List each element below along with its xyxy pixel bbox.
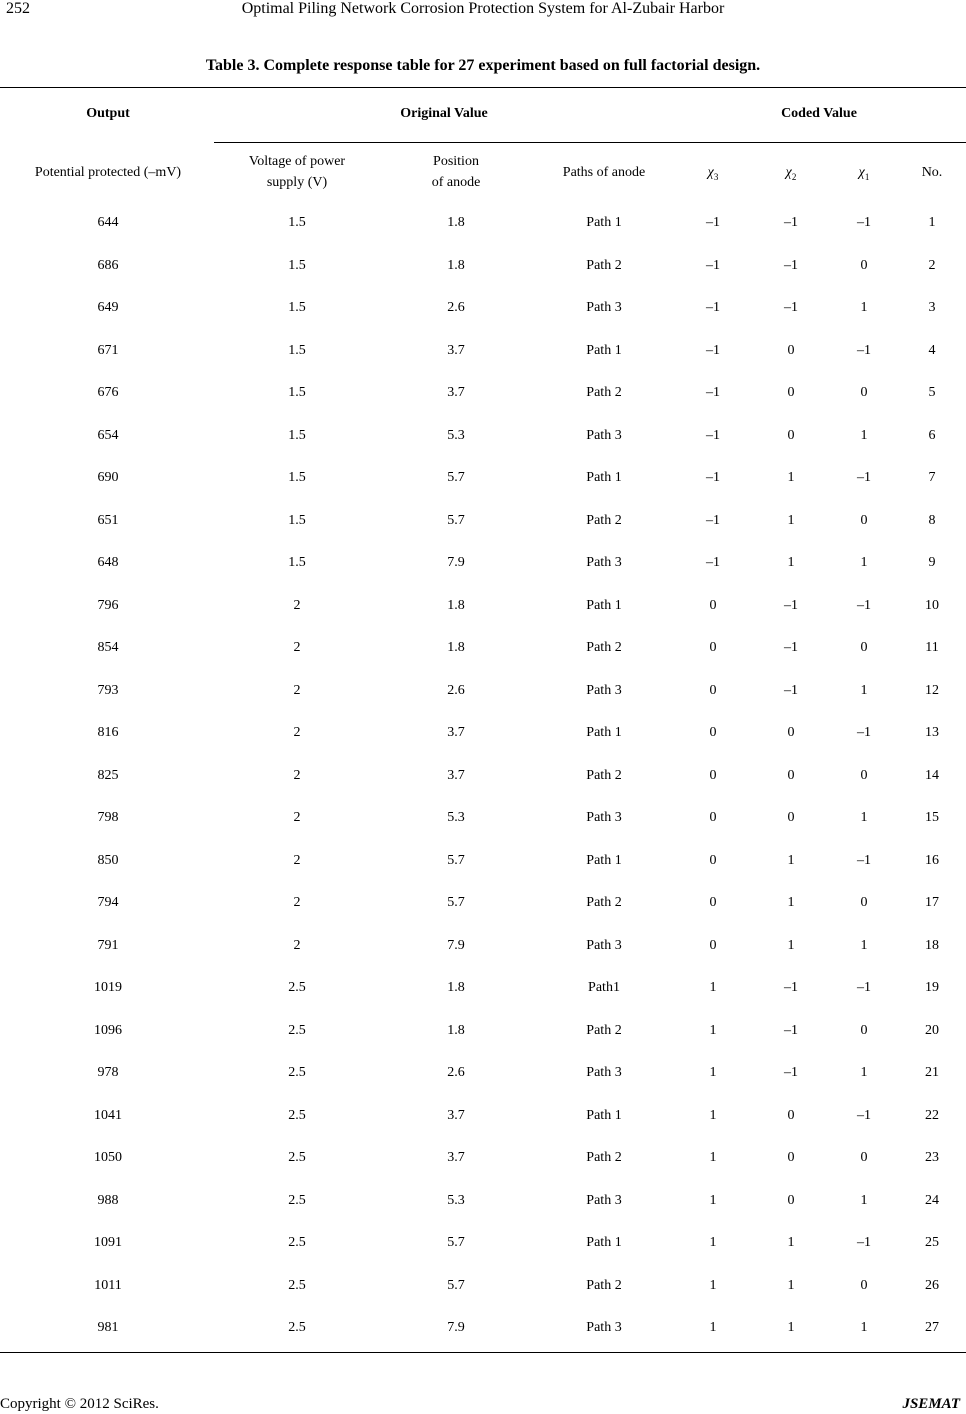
potential-cell: 791 bbox=[97, 937, 119, 953]
x2-cell: –1 bbox=[784, 300, 798, 315]
table-row bbox=[0, 470, 966, 490]
x1-cell: 1 bbox=[860, 300, 868, 315]
x2-cell: –1 bbox=[784, 1022, 798, 1038]
potential-cell: 798 bbox=[97, 810, 119, 825]
x1-cell: 1 bbox=[860, 1192, 868, 1208]
voltage-cell: 1.5 bbox=[288, 385, 306, 400]
x2-cell: 1 bbox=[787, 512, 795, 528]
page-number: 252 bbox=[6, 0, 30, 17]
col-header-x2: $\chi_2$ bbox=[785, 165, 797, 182]
position-cell: 1.8 bbox=[447, 640, 465, 655]
x2-cell: 1 bbox=[787, 852, 795, 868]
header-coded-value: Coded Value bbox=[781, 106, 857, 121]
position-cell: 3.7 bbox=[447, 767, 465, 783]
col-header-position-line2: of anode bbox=[431, 175, 481, 190]
potential-cell: 794 bbox=[97, 895, 119, 910]
voltage-cell: 2 bbox=[293, 682, 301, 698]
x1-cell: 0 bbox=[860, 512, 868, 528]
x1-cell: 0 bbox=[860, 257, 868, 273]
no-cell: 12 bbox=[925, 682, 939, 698]
position-cell: 5.3 bbox=[447, 810, 465, 825]
position-cell: 7.9 bbox=[447, 937, 465, 953]
table-row bbox=[0, 895, 966, 915]
x1-cell: 0 bbox=[860, 767, 868, 783]
path-cell: Path 1 bbox=[586, 215, 622, 230]
table-row bbox=[0, 938, 966, 958]
table-row bbox=[0, 810, 966, 830]
potential-cell: 1091 bbox=[94, 1235, 122, 1250]
table-bottom-rule bbox=[0, 1352, 966, 1353]
voltage-cell: 2.5 bbox=[288, 1107, 306, 1123]
x1-cell: 0 bbox=[860, 1022, 868, 1038]
x2-cell: –1 bbox=[784, 682, 798, 698]
col-header-voltage-line2: supply (V) bbox=[266, 175, 328, 190]
x3-cell: 1 bbox=[709, 1065, 717, 1080]
position-cell: 1.8 bbox=[447, 257, 465, 273]
position-cell: 5.7 bbox=[447, 470, 465, 485]
voltage-cell: 2.5 bbox=[288, 1277, 306, 1293]
no-cell: 3 bbox=[928, 300, 936, 315]
x1-cell: 1 bbox=[860, 427, 868, 443]
voltage-cell: 1.5 bbox=[288, 215, 306, 230]
path-cell: Path 3 bbox=[586, 300, 622, 315]
table-row bbox=[0, 513, 966, 533]
x2-cell: 1 bbox=[787, 937, 795, 953]
potential-cell: 1041 bbox=[94, 1107, 122, 1123]
x3-cell: –1 bbox=[706, 555, 720, 570]
potential-cell: 793 bbox=[97, 682, 119, 698]
no-cell: 8 bbox=[928, 512, 936, 528]
path-cell: Path 1 bbox=[586, 342, 622, 358]
table-row bbox=[0, 428, 966, 448]
position-cell: 3.7 bbox=[447, 1107, 465, 1123]
path-cell: Path 1 bbox=[586, 852, 622, 868]
path-cell: Path 2 bbox=[586, 767, 622, 783]
voltage-cell: 2.5 bbox=[288, 1320, 306, 1335]
potential-cell: 825 bbox=[97, 767, 119, 783]
x2-cell: 0 bbox=[787, 427, 795, 443]
no-cell: 24 bbox=[925, 1192, 939, 1208]
no-cell: 15 bbox=[925, 810, 939, 825]
path-cell: Path 2 bbox=[586, 512, 622, 528]
position-cell: 5.7 bbox=[447, 852, 465, 868]
voltage-cell: 1.5 bbox=[288, 427, 306, 443]
table-row bbox=[0, 215, 966, 235]
copyright-notice: Copyright © 2012 SciRes. bbox=[0, 1396, 159, 1412]
table-row bbox=[0, 300, 966, 320]
x3-cell: 1 bbox=[709, 980, 717, 995]
position-cell: 7.9 bbox=[447, 555, 465, 570]
table-top-rule bbox=[0, 87, 966, 88]
x3-cell: –1 bbox=[706, 215, 720, 230]
x2-cell: 0 bbox=[787, 1107, 795, 1123]
x3-cell: –1 bbox=[706, 512, 720, 528]
no-cell: 4 bbox=[928, 342, 936, 358]
x2-cell: 1 bbox=[787, 555, 795, 570]
x3-cell: –1 bbox=[706, 257, 720, 273]
x2-cell: 0 bbox=[787, 342, 795, 358]
no-cell: 2 bbox=[928, 257, 936, 273]
col-header-paths: Paths of anode bbox=[562, 165, 646, 180]
path-cell: Path 2 bbox=[586, 640, 622, 655]
position-cell: 3.7 bbox=[447, 1150, 465, 1165]
path-cell: Path 2 bbox=[586, 1277, 622, 1293]
voltage-cell: 2.5 bbox=[288, 1022, 306, 1038]
x1-cell: –1 bbox=[857, 215, 871, 230]
x2-cell: 0 bbox=[787, 1150, 795, 1165]
position-cell: 1.8 bbox=[447, 597, 465, 613]
x3-cell: 0 bbox=[709, 810, 717, 825]
potential-cell: 690 bbox=[97, 470, 119, 485]
position-cell: 2.6 bbox=[447, 1065, 465, 1080]
voltage-cell: 1.5 bbox=[288, 300, 306, 315]
no-cell: 14 bbox=[925, 767, 939, 783]
x3-cell: 0 bbox=[709, 895, 717, 910]
potential-cell: 686 bbox=[97, 257, 119, 273]
no-cell: 17 bbox=[925, 895, 939, 910]
no-cell: 20 bbox=[925, 1022, 939, 1038]
x3-cell: –1 bbox=[706, 300, 720, 315]
voltage-cell: 2.5 bbox=[288, 1235, 306, 1250]
position-cell: 3.7 bbox=[447, 725, 465, 740]
position-cell: 3.7 bbox=[447, 342, 465, 358]
potential-cell: 796 bbox=[97, 597, 119, 613]
path-cell: Path 3 bbox=[586, 937, 622, 953]
x1-cell: 0 bbox=[860, 1150, 868, 1165]
x3-cell: 0 bbox=[709, 640, 717, 655]
x1-cell: –1 bbox=[857, 980, 871, 995]
x2-cell: 1 bbox=[787, 895, 795, 910]
no-cell: 10 bbox=[925, 597, 939, 613]
table-row bbox=[0, 853, 966, 873]
position-cell: 1.8 bbox=[447, 980, 465, 995]
voltage-cell: 2 bbox=[293, 852, 301, 868]
voltage-cell: 2 bbox=[293, 810, 301, 825]
x2-cell: –1 bbox=[784, 980, 798, 995]
potential-cell: 1050 bbox=[94, 1150, 122, 1165]
no-cell: 5 bbox=[928, 385, 936, 400]
x3-cell: 0 bbox=[709, 767, 717, 783]
x1-cell: –1 bbox=[857, 597, 871, 613]
voltage-cell: 2 bbox=[293, 597, 301, 613]
potential-cell: 1096 bbox=[94, 1022, 122, 1038]
no-cell: 7 bbox=[928, 470, 936, 485]
potential-cell: 978 bbox=[97, 1065, 119, 1080]
x2-cell: –1 bbox=[784, 257, 798, 273]
voltage-cell: 2.5 bbox=[288, 1192, 306, 1208]
x2-cell: 0 bbox=[787, 1192, 795, 1208]
voltage-cell: 2 bbox=[293, 937, 301, 953]
x2-cell: 1 bbox=[787, 1277, 795, 1293]
x2-cell: 1 bbox=[787, 470, 795, 485]
position-cell: 1.8 bbox=[447, 1022, 465, 1038]
x1-cell: –1 bbox=[857, 470, 871, 485]
no-cell: 19 bbox=[925, 980, 939, 995]
no-cell: 23 bbox=[925, 1150, 939, 1165]
voltage-cell: 1.5 bbox=[288, 257, 306, 273]
x1-cell: –1 bbox=[857, 1107, 871, 1123]
table-row bbox=[0, 1065, 966, 1085]
position-cell: 1.8 bbox=[447, 215, 465, 230]
table-row bbox=[0, 1320, 966, 1340]
no-cell: 26 bbox=[925, 1277, 939, 1293]
path-cell: Path 3 bbox=[586, 1320, 622, 1335]
voltage-cell: 1.5 bbox=[288, 342, 306, 358]
table-row bbox=[0, 980, 966, 1000]
path-cell: Path 2 bbox=[586, 1150, 622, 1165]
journal-abbreviation: JSEMAT bbox=[902, 1396, 960, 1412]
voltage-cell: 1.5 bbox=[288, 470, 306, 485]
table-row bbox=[0, 598, 966, 618]
potential-cell: 651 bbox=[97, 512, 119, 528]
table-row bbox=[0, 258, 966, 278]
path-cell: Path1 bbox=[588, 980, 620, 995]
voltage-cell: 1.5 bbox=[288, 555, 306, 570]
no-cell: 16 bbox=[925, 852, 939, 868]
x2-cell: –1 bbox=[784, 640, 798, 655]
potential-cell: 644 bbox=[97, 215, 119, 230]
path-cell: Path 3 bbox=[586, 810, 622, 825]
x2-cell: 0 bbox=[787, 725, 795, 740]
no-cell: 9 bbox=[928, 555, 936, 570]
col-header-voltage bbox=[249, 151, 345, 193]
x3-cell: 0 bbox=[709, 937, 717, 953]
col-header-voltage-line1: Voltage of power bbox=[248, 154, 346, 169]
position-cell: 2.6 bbox=[447, 300, 465, 315]
x3-cell: 1 bbox=[709, 1022, 717, 1038]
x2-cell: 1 bbox=[787, 1320, 795, 1335]
x3-cell: –1 bbox=[706, 470, 720, 485]
x3-cell: 1 bbox=[709, 1107, 717, 1123]
voltage-cell: 2 bbox=[293, 640, 301, 655]
potential-cell: 854 bbox=[97, 640, 119, 655]
table-row bbox=[0, 1023, 966, 1043]
x2-cell: –1 bbox=[784, 1065, 798, 1080]
x3-cell: –1 bbox=[706, 385, 720, 400]
position-cell: 5.7 bbox=[447, 1277, 465, 1293]
path-cell: Path 2 bbox=[586, 257, 622, 273]
path-cell: Path 3 bbox=[586, 682, 622, 698]
table-row bbox=[0, 1235, 966, 1255]
x1-cell: 0 bbox=[860, 1277, 868, 1293]
x1-cell: 0 bbox=[860, 895, 868, 910]
x3-cell: 0 bbox=[709, 597, 717, 613]
table-row bbox=[0, 640, 966, 660]
no-cell: 13 bbox=[925, 725, 939, 740]
x3-cell: 0 bbox=[709, 725, 717, 740]
x2-cell: 0 bbox=[787, 767, 795, 783]
table-row bbox=[0, 683, 966, 703]
x3-cell: 0 bbox=[709, 852, 717, 868]
no-cell: 18 bbox=[925, 937, 939, 953]
x1-cell: 1 bbox=[860, 937, 868, 953]
position-cell: 5.3 bbox=[447, 427, 465, 443]
voltage-cell: 2 bbox=[293, 895, 301, 910]
potential-cell: 649 bbox=[97, 300, 119, 315]
potential-cell: 1011 bbox=[94, 1277, 122, 1293]
position-cell: 3.7 bbox=[447, 385, 465, 400]
table-row bbox=[0, 343, 966, 363]
col-header-x1: $\chi_1$ bbox=[858, 165, 870, 182]
position-cell: 2.6 bbox=[447, 682, 465, 698]
path-cell: Path 1 bbox=[586, 1107, 622, 1123]
path-cell: Path 3 bbox=[586, 1065, 622, 1080]
header-original-value: Original Value bbox=[400, 106, 488, 121]
no-cell: 11 bbox=[925, 640, 939, 655]
x1-cell: 1 bbox=[860, 682, 868, 698]
no-cell: 27 bbox=[925, 1320, 939, 1335]
table-row bbox=[0, 1193, 966, 1213]
potential-cell: 850 bbox=[97, 852, 119, 868]
table-row bbox=[0, 1108, 966, 1128]
x1-cell: –1 bbox=[857, 725, 871, 740]
x3-cell: 1 bbox=[709, 1150, 717, 1165]
potential-cell: 1019 bbox=[94, 980, 122, 995]
table-caption: Table 3. Complete response table for 27 experiment based on full factorial design. bbox=[205, 57, 761, 74]
col-header-position-line1: Position bbox=[433, 154, 479, 169]
voltage-cell: 2 bbox=[293, 725, 301, 740]
x3-cell: –1 bbox=[706, 342, 720, 358]
voltage-cell: 1.5 bbox=[288, 512, 306, 528]
x2-cell: –1 bbox=[784, 597, 798, 613]
x3-cell: 1 bbox=[709, 1277, 717, 1293]
x1-cell: –1 bbox=[857, 342, 871, 358]
x1-cell: –1 bbox=[857, 852, 871, 868]
header-output: Output bbox=[86, 106, 130, 121]
path-cell: Path 1 bbox=[586, 1235, 622, 1250]
potential-cell: 988 bbox=[97, 1192, 119, 1208]
col-header-position bbox=[432, 151, 481, 193]
voltage-cell: 2.5 bbox=[288, 1065, 306, 1080]
x1-cell: 0 bbox=[860, 640, 868, 655]
position-cell: 5.7 bbox=[447, 1235, 465, 1250]
path-cell: Path 2 bbox=[586, 1022, 622, 1038]
x3-cell: 1 bbox=[709, 1235, 717, 1250]
running-title: Optimal Piling Network Corrosion Protection System for Al-Zubair Harbor bbox=[241, 0, 725, 17]
position-cell: 7.9 bbox=[447, 1320, 465, 1335]
x1-cell: 1 bbox=[860, 1065, 868, 1080]
x3-cell: –1 bbox=[706, 427, 720, 443]
table-row bbox=[0, 555, 966, 575]
position-cell: 5.7 bbox=[447, 512, 465, 528]
path-cell: Path 3 bbox=[586, 427, 622, 443]
path-cell: Path 3 bbox=[586, 1192, 622, 1208]
potential-cell: 671 bbox=[97, 342, 119, 358]
x2-cell: –1 bbox=[784, 215, 798, 230]
path-cell: Path 1 bbox=[586, 470, 622, 485]
potential-cell: 816 bbox=[97, 725, 119, 740]
path-cell: Path 2 bbox=[586, 895, 622, 910]
voltage-cell: 2.5 bbox=[288, 1150, 306, 1165]
table-row bbox=[0, 1278, 966, 1298]
x1-cell: –1 bbox=[857, 1235, 871, 1250]
path-cell: Path 1 bbox=[586, 597, 622, 613]
col-header-potential: Potential protected (–mV) bbox=[34, 165, 182, 180]
x1-cell: 0 bbox=[860, 385, 868, 400]
x3-cell: 1 bbox=[709, 1320, 717, 1335]
x3-cell: 0 bbox=[709, 682, 717, 698]
x3-cell: 1 bbox=[709, 1192, 717, 1208]
potential-cell: 981 bbox=[97, 1320, 119, 1335]
table-row bbox=[0, 725, 966, 745]
potential-cell: 648 bbox=[97, 555, 119, 570]
position-cell: 5.3 bbox=[447, 1192, 465, 1208]
col-header-no: No. bbox=[921, 165, 943, 180]
path-cell: Path 3 bbox=[586, 555, 622, 570]
x1-cell: 1 bbox=[860, 555, 868, 570]
table-row bbox=[0, 385, 966, 405]
no-cell: 6 bbox=[928, 427, 936, 443]
table-row bbox=[0, 768, 966, 788]
path-cell: Path 2 bbox=[586, 385, 622, 400]
x1-cell: 1 bbox=[860, 1320, 868, 1335]
no-cell: 22 bbox=[925, 1107, 939, 1123]
path-cell: Path 1 bbox=[586, 725, 622, 740]
position-cell: 5.7 bbox=[447, 895, 465, 910]
x2-cell: 1 bbox=[787, 1235, 795, 1250]
x2-cell: 0 bbox=[787, 810, 795, 825]
table-row bbox=[0, 1150, 966, 1170]
potential-cell: 676 bbox=[97, 385, 119, 400]
no-cell: 25 bbox=[925, 1235, 939, 1250]
voltage-cell: 2 bbox=[293, 767, 301, 783]
voltage-cell: 2.5 bbox=[288, 980, 306, 995]
no-cell: 1 bbox=[928, 215, 936, 230]
x1-cell: 1 bbox=[860, 810, 868, 825]
x2-cell: 0 bbox=[787, 385, 795, 400]
col-header-x3: $\chi_3$ bbox=[707, 165, 719, 182]
potential-cell: 654 bbox=[97, 427, 119, 443]
table-header-subrule bbox=[214, 142, 966, 143]
no-cell: 21 bbox=[925, 1065, 939, 1080]
